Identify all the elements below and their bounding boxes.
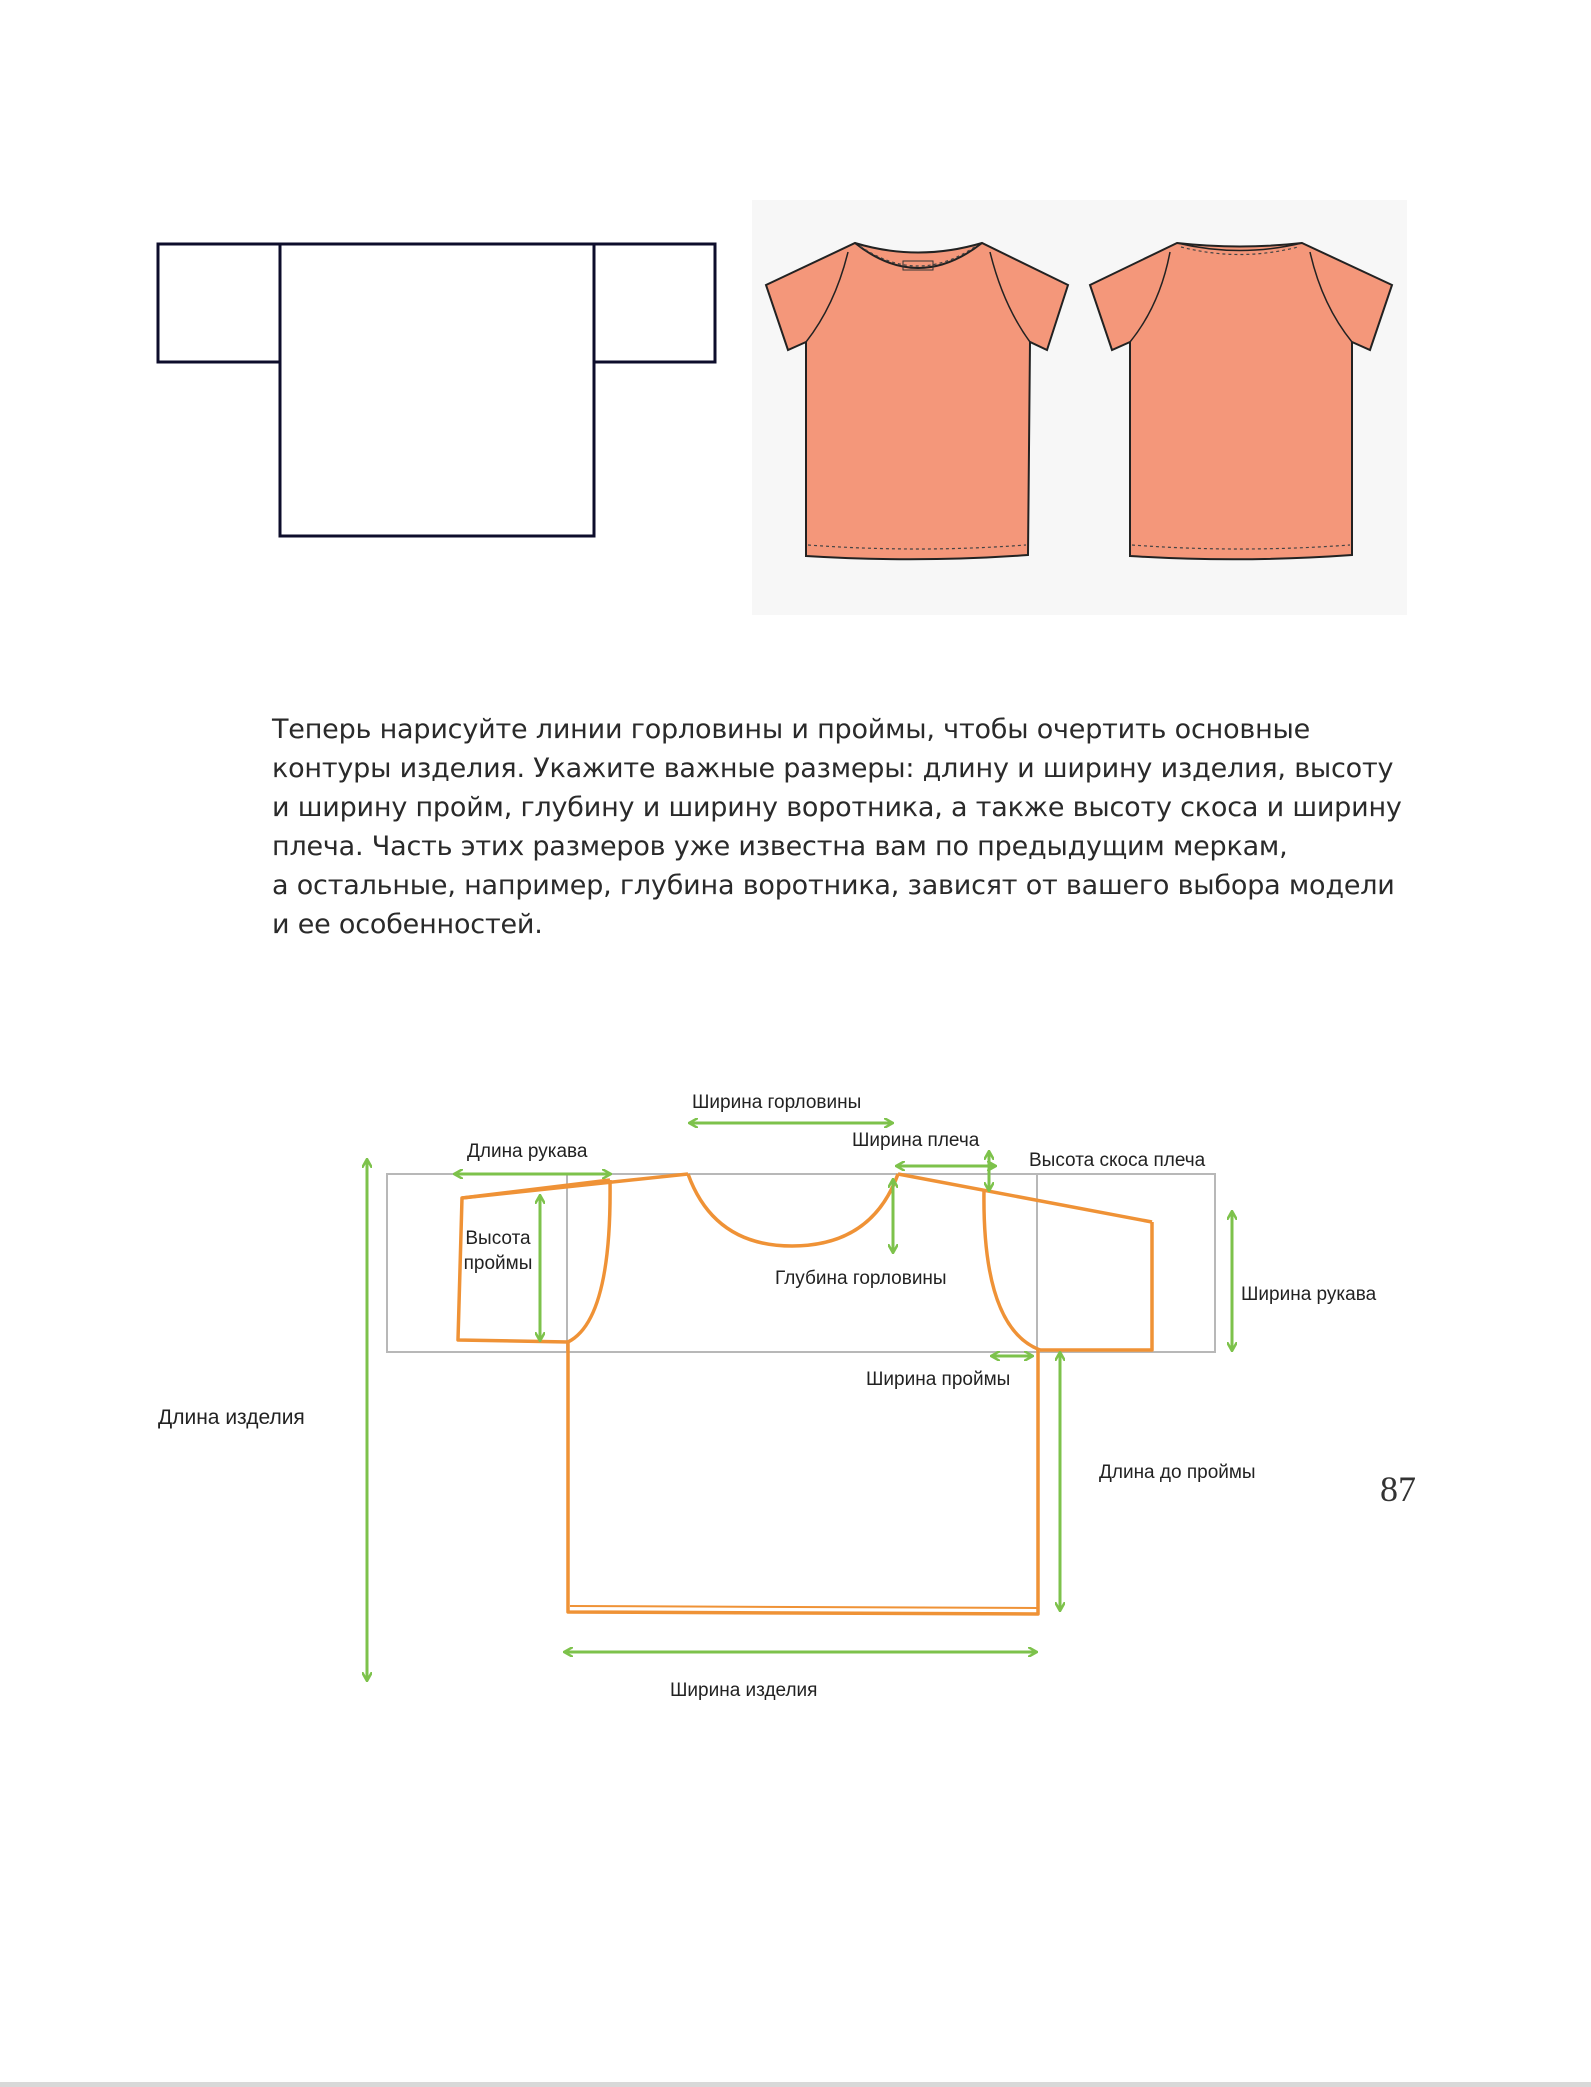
hem-inner-line — [570, 1606, 1038, 1608]
label-neck-width: Ширина горловины — [692, 1092, 862, 1113]
paragraph-line-2: контуры изделия. Укажите важные размеры: длину и ширину изделия, высоту — [272, 753, 1394, 784]
label-length-to-armhole: Длина до проймы — [1099, 1462, 1256, 1483]
left-shoulder-line — [462, 1174, 688, 1198]
guide-box-center — [567, 1174, 1037, 1352]
label-sleeve-width: Ширина рукава — [1241, 1284, 1377, 1305]
label-shoulder-width: Ширина плеча — [852, 1130, 980, 1151]
label-sleeve-length: Длина рукава — [467, 1141, 588, 1162]
paragraph-line-3: и ширину пройм, глубину и ширину воротника, а также высоту скоса и ширину — [272, 792, 1402, 823]
paragraph-line-1: Теперь нарисуйте линии горловины и проймы, чтобы очертить основные — [272, 714, 1311, 745]
right-shoulder-line — [898, 1174, 1152, 1222]
label-garment-width: Ширина изделия — [670, 1680, 818, 1701]
right-sleeve-outline — [1040, 1222, 1152, 1350]
left-armhole-curve — [568, 1180, 610, 1342]
bottom-rule — [0, 2082, 1591, 2087]
label-armhole-width: Ширина проймы — [866, 1369, 1011, 1390]
paragraph-line-6: и ее особенностей. — [272, 909, 543, 940]
neckline-curve — [688, 1174, 898, 1246]
label-shoulder-slope-height: Высота скоса плеча — [1029, 1150, 1206, 1171]
paragraph-line-4: плеча. Часть этих размеров уже известна вам по предыдущим меркам, — [272, 831, 1288, 862]
pattern-outline — [458, 1174, 1152, 1614]
label-garment-length: Длина изделия — [158, 1406, 305, 1429]
guide-box-right — [1037, 1174, 1215, 1352]
label-neck-depth: Глубина горловины — [775, 1268, 947, 1289]
label-armhole-height: Высота проймы — [463, 1228, 533, 1274]
measure-arrows — [367, 1123, 1232, 1680]
right-armhole-curve — [984, 1190, 1040, 1350]
paragraph-line-5: а остальные, например, глубина воротника, зависят от вашего выбора модели — [272, 870, 1395, 901]
page-number: 87 — [1380, 1469, 1416, 1509]
